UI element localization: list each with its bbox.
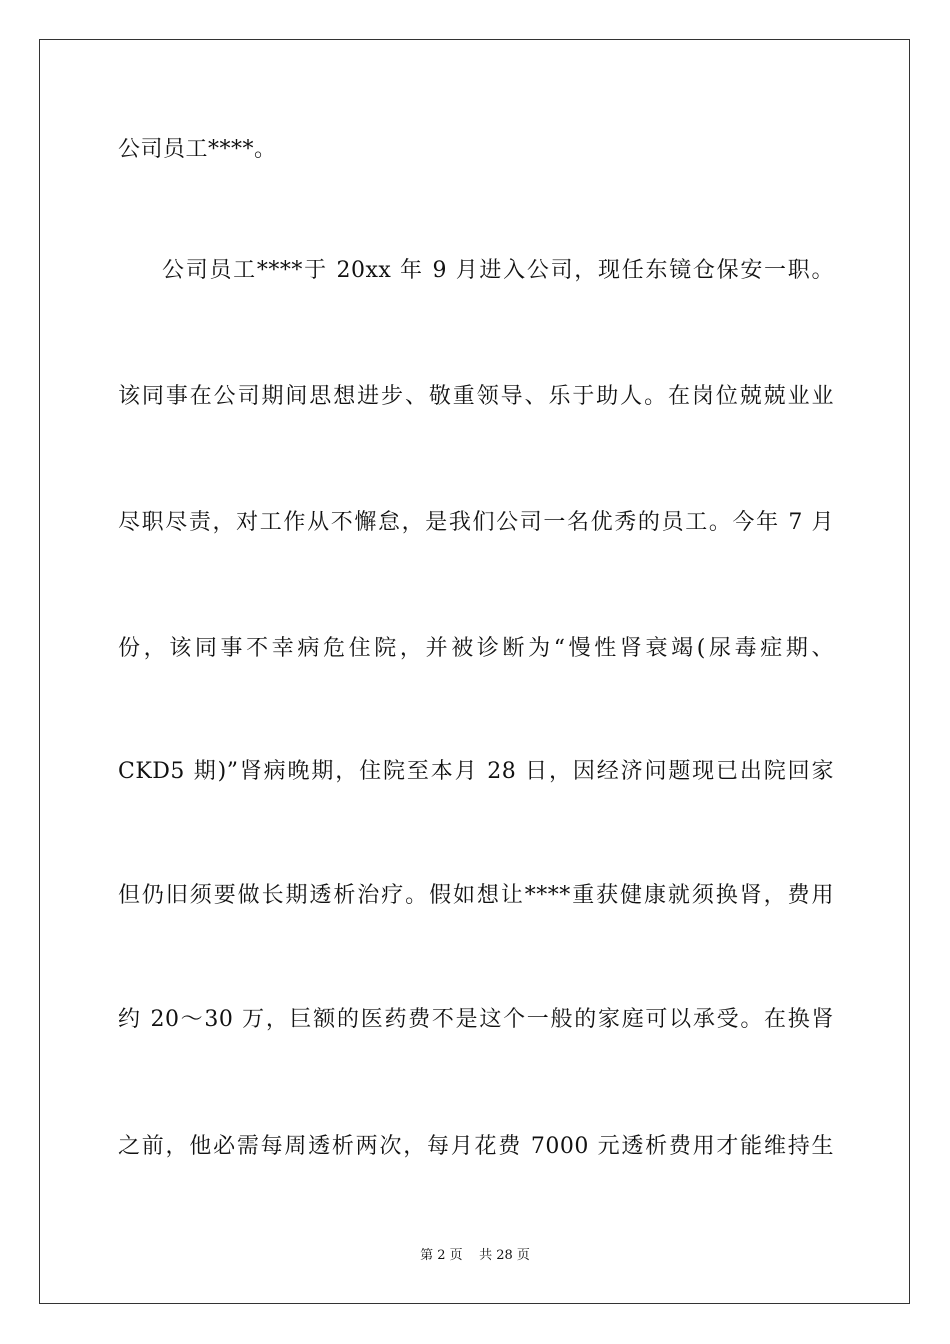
- text-line-6: CKD5 期)”肾病晚期，住院至本月 28 日，因经济问题现已出院回家: [118, 759, 834, 784]
- text-line-8: 约 20～30 万，巨额的医药费不是这个一般的家庭可以承受。在换肾: [118, 1007, 834, 1032]
- text-line-9: 之前，他必需每周透析两次，每月花费 7000 元透析费用才能维持生: [118, 1134, 834, 1159]
- text-line-1: 公司员工****。: [118, 137, 277, 162]
- text-line-2: 公司员工****于 20xx 年 9 月进入公司，现任东镜仓保安一职。: [162, 258, 834, 283]
- text-line-7: 但仍旧须要做长期透析治疗。假如想让****重获健康就须换肾，费用: [118, 883, 834, 908]
- page-number-footer: 第 2 页 共 28 页: [420, 1248, 530, 1263]
- text-line-3: 该同事在公司期间思想进步、敬重领导、乐于助人。在岗位兢兢业业: [118, 384, 834, 409]
- text-line-5: 份，该同事不幸病危住院，并被诊断为“慢性肾衰竭(尿毒症期、: [118, 636, 834, 661]
- text-line-4: 尽职尽责，对工作从不懈怠，是我们公司一名优秀的员工。今年 7 月: [118, 510, 834, 535]
